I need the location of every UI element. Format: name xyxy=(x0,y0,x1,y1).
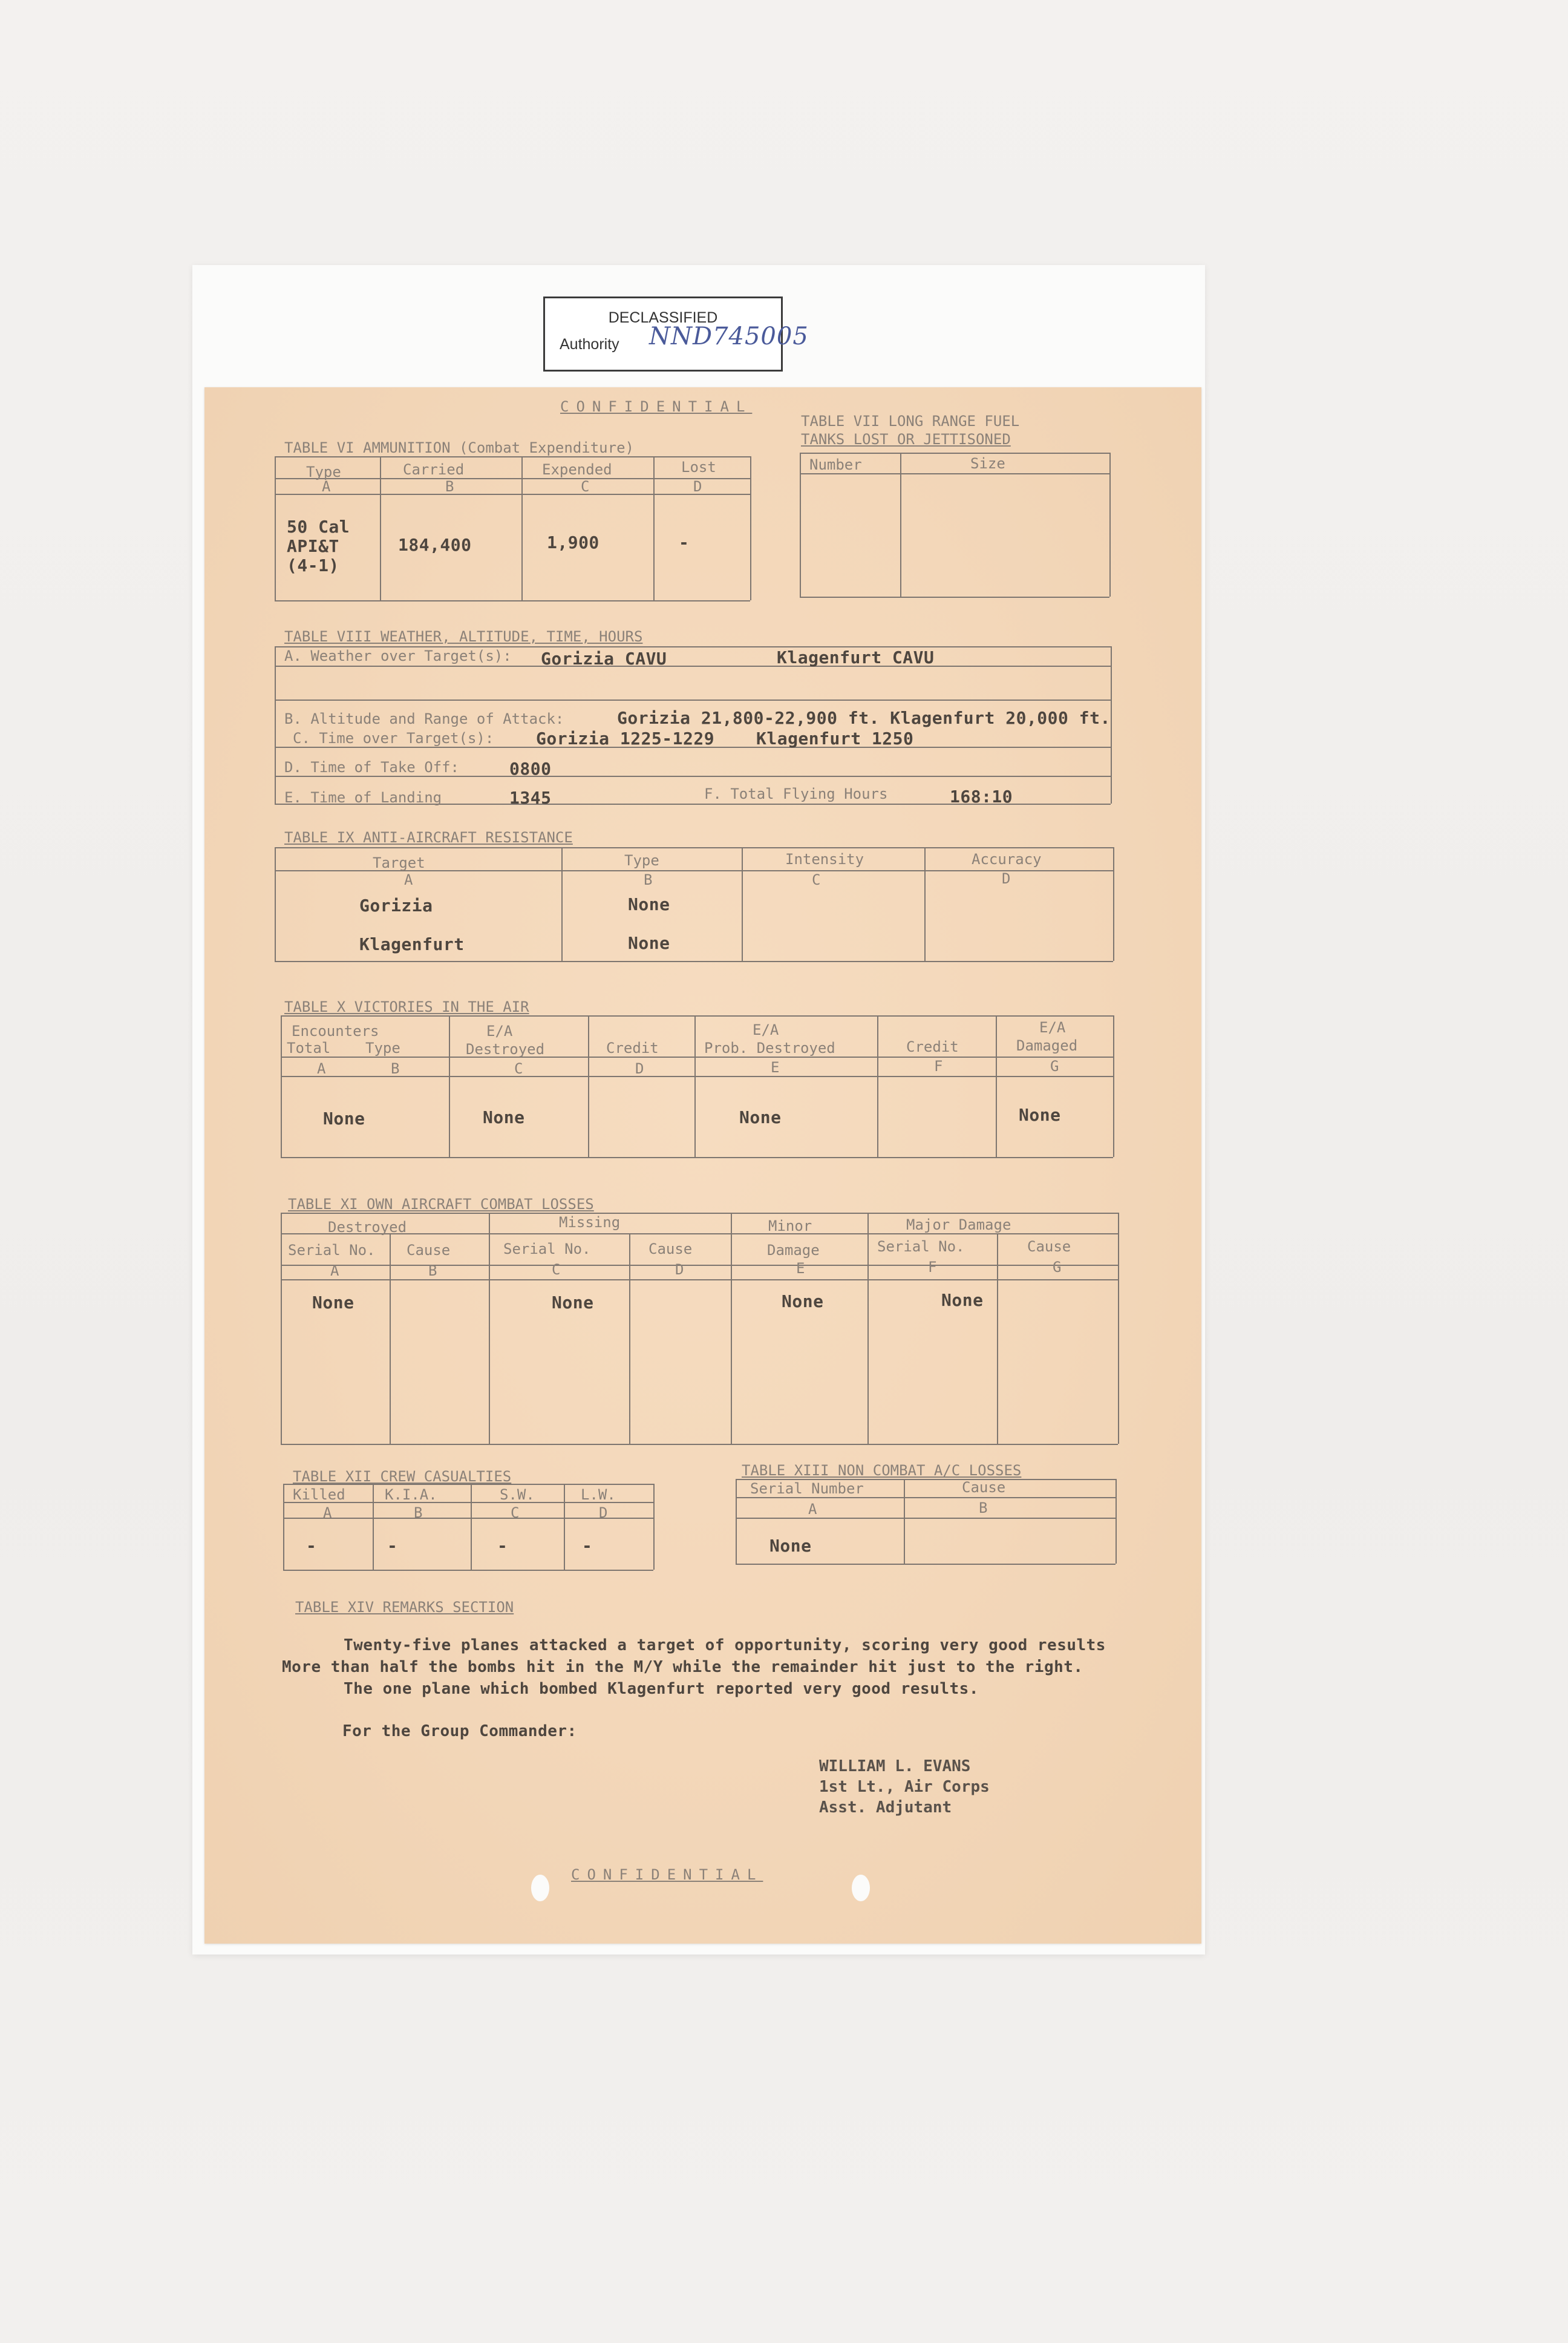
table-14-title: TABLE XIV REMARKS SECTION xyxy=(295,1599,514,1616)
t9-letter-a: A xyxy=(404,871,413,888)
t10-header-e1: E/A xyxy=(753,1021,779,1038)
t12-value-c: - xyxy=(497,1536,508,1556)
t8-a-value-klagenfurt: Klagenfurt CAVU xyxy=(777,647,935,667)
t12-header-kia: K.I.A. xyxy=(385,1486,437,1503)
t9-row-2-target: Klagenfurt xyxy=(359,934,465,954)
t10-header-destroyed: Destroyed xyxy=(466,1041,545,1058)
t10-header-credit-2: Credit xyxy=(906,1038,959,1055)
t10-letter-e: E xyxy=(771,1059,780,1076)
t8-d-value: 0800 xyxy=(509,759,552,779)
t9-header-target: Target xyxy=(373,854,425,871)
t12-value-a: - xyxy=(306,1536,317,1556)
t11-group-minor: Minor xyxy=(768,1217,812,1234)
t10-value-g: None xyxy=(1019,1105,1061,1125)
t6-letter-a: A xyxy=(322,478,331,495)
t6-header-carried: Carried xyxy=(403,461,465,478)
t11-value-a: None xyxy=(312,1293,354,1312)
t8-a-label: A. Weather over Target(s): xyxy=(284,647,512,664)
table-8-title: TABLE VIII WEATHER, ALTITUDE, TIME, HOURS xyxy=(284,628,643,645)
t9-letter-b: B xyxy=(644,871,653,888)
t7-header-size: Size xyxy=(970,455,1005,472)
table-11-title: TABLE XI OWN AIRCRAFT COMBAT LOSSES xyxy=(288,1196,594,1213)
t11-group-minor-damage: Damage xyxy=(767,1242,820,1259)
t6-carried-value: 184,400 xyxy=(398,535,472,555)
t8-f-label: F. Total Flying Hours xyxy=(704,785,888,802)
punch-hole-left xyxy=(531,1875,549,1901)
t6-type-line-3: (4-1) xyxy=(287,555,339,575)
t11-letter-b: B xyxy=(428,1262,437,1279)
signatory-rank: 1st Lt., Air Corps xyxy=(819,1778,990,1796)
table-10-title: TABLE X VICTORIES IN THE AIR xyxy=(284,998,529,1015)
t10-header-encounters: Encounters xyxy=(292,1023,379,1040)
t11-value-f: None xyxy=(941,1290,984,1310)
t11-header-cause-3: Cause xyxy=(1027,1238,1071,1255)
t8-b-value: Gorizia 21,800-22,900 ft. Klagenfurt 20,000 ft. xyxy=(617,708,1111,728)
table-7-title-line-1: TABLE VII LONG RANGE FUEL xyxy=(801,413,1020,430)
t12-value-b: - xyxy=(387,1536,398,1556)
t12-header-killed: Killed xyxy=(293,1486,345,1503)
t13-header-serial-number: Serial Number xyxy=(750,1480,864,1497)
table-12-title: TABLE XII CREW CASUALTIES xyxy=(293,1468,512,1485)
t6-header-lost: Lost xyxy=(681,459,716,476)
table-9-title: TABLE IX ANTI-AIRCRAFT RESISTANCE xyxy=(284,829,573,846)
t12-letter-c: C xyxy=(511,1504,520,1521)
t11-letter-d: D xyxy=(675,1261,684,1278)
t12-letter-b: B xyxy=(414,1504,423,1521)
t9-header-intensity: Intensity xyxy=(785,851,864,868)
table-6-title: TABLE VI AMMUNITION (Combat Expenditure) xyxy=(284,439,634,456)
for-group-commander: For the Group Commander: xyxy=(342,1722,577,1740)
t11-group-major-damage: Major Damage xyxy=(906,1216,1011,1233)
t8-f-value: 168:10 xyxy=(950,787,1013,807)
t6-lost-value: - xyxy=(679,532,690,552)
t9-row-2-type: None xyxy=(628,933,670,953)
t6-letter-c: C xyxy=(581,478,590,495)
t11-letter-e: E xyxy=(796,1260,805,1277)
classification-top: CONFIDENTIAL xyxy=(560,398,753,415)
t10-letter-f: F xyxy=(934,1058,943,1075)
t10-letter-b: B xyxy=(391,1060,400,1077)
signatory-name: WILLIAM L. EVANS xyxy=(819,1757,971,1775)
t10-letter-c: C xyxy=(514,1060,523,1077)
t12-header-sw: S.W. xyxy=(500,1486,535,1503)
t13-value-a: None xyxy=(769,1536,812,1556)
t12-letter-a: A xyxy=(323,1504,332,1521)
t11-header-cause-1: Cause xyxy=(407,1242,451,1259)
t10-header-damaged: Damaged xyxy=(1016,1037,1078,1054)
t10-letter-d: D xyxy=(635,1060,644,1077)
t10-header-credit-1: Credit xyxy=(606,1040,659,1057)
t10-header-prob-destroyed: Prob. Destroyed xyxy=(704,1040,835,1057)
t8-e-label: E. Time of Landing xyxy=(284,789,442,806)
table-13-title: TABLE XIII NON COMBAT A/C LOSSES xyxy=(742,1462,1022,1479)
t11-letter-g: G xyxy=(1053,1259,1062,1276)
t13-letter-b: B xyxy=(979,1499,988,1516)
t7-header-number: Number xyxy=(809,456,862,473)
t11-header-serial-2: Serial No. xyxy=(503,1240,591,1257)
t6-type-line-2: API&T xyxy=(287,536,339,556)
t11-header-serial-1: Serial No. xyxy=(288,1242,376,1259)
remarks-line-3: The one plane which bombed Klagenfurt reported very good results. xyxy=(344,1680,979,1698)
t9-header-type: Type xyxy=(624,852,659,869)
t12-letter-d: D xyxy=(599,1504,608,1521)
stamp-authority-label: Authority xyxy=(560,336,619,353)
t6-header-expended: Expended xyxy=(542,461,612,478)
t10-value-e: None xyxy=(739,1107,782,1127)
t11-letter-a: A xyxy=(330,1262,339,1279)
t8-c-label: C. Time over Target(s): xyxy=(293,730,494,747)
remarks-line-1: Twenty-five planes attacked a target of opportunity, scoring very good results xyxy=(344,1636,1106,1654)
t9-letter-c: C xyxy=(812,871,821,888)
t10-value-a: None xyxy=(323,1109,365,1129)
t13-header-cause: Cause xyxy=(962,1479,1006,1496)
t8-e-value: 1345 xyxy=(509,788,552,808)
remarks-line-2: More than half the bombs hit in the M/Y while the remainder hit just to the right. xyxy=(282,1658,1083,1676)
t11-group-destroyed: Destroyed xyxy=(328,1219,407,1236)
t11-value-c: None xyxy=(552,1293,594,1312)
t13-letter-a: A xyxy=(808,1501,817,1518)
t9-row-1-type: None xyxy=(628,894,670,914)
t6-header-type: Type xyxy=(306,464,341,480)
t10-value-c: None xyxy=(483,1107,525,1127)
t11-header-cause-2: Cause xyxy=(648,1240,693,1257)
t6-letter-d: D xyxy=(693,478,702,495)
table-7-title-line-2: TANKS LOST OR JETTISONED xyxy=(801,431,1011,448)
stamp-authority-value: NND745005 xyxy=(649,323,809,350)
t10-header-total: Total xyxy=(287,1040,331,1057)
t8-b-label: B. Altitude and Range of Attack: xyxy=(284,710,564,727)
t8-c-value-gorizia: Gorizia 1225-1229 xyxy=(536,729,715,749)
t11-letter-c: C xyxy=(552,1261,561,1278)
stamp-title: DECLASSIFIED xyxy=(608,309,718,326)
t12-value-d: - xyxy=(582,1536,593,1556)
t8-a-value-gorizia: Gorizia CAVU xyxy=(541,649,667,669)
report-document xyxy=(204,387,1201,1944)
t10-header-type: Type xyxy=(365,1040,400,1057)
t11-value-e: None xyxy=(782,1291,824,1311)
t9-header-accuracy: Accuracy xyxy=(972,851,1042,868)
t6-letter-b: B xyxy=(445,478,454,495)
t6-type-line-1: 50 Cal xyxy=(287,517,350,537)
t10-header-c1: E/A xyxy=(486,1023,513,1040)
t11-letter-f: F xyxy=(928,1259,937,1276)
t8-c-value-klagenfurt: Klagenfurt 1250 xyxy=(756,729,914,749)
declassified-stamp xyxy=(543,297,809,372)
classification-bottom: CONFIDENTIAL xyxy=(571,1866,763,1883)
t8-d-label: D. Time of Take Off: xyxy=(284,759,459,776)
punch-hole-right xyxy=(852,1875,870,1901)
t11-header-serial-3: Serial No. xyxy=(877,1238,965,1255)
t12-header-lw: L.W. xyxy=(581,1486,616,1503)
t9-row-1-target: Gorizia xyxy=(359,896,433,916)
t10-header-g1: E/A xyxy=(1039,1019,1066,1036)
t10-letter-g: G xyxy=(1050,1058,1059,1075)
t6-expended-value: 1,900 xyxy=(547,532,599,552)
t11-group-missing: Missing xyxy=(559,1214,621,1231)
t9-letter-d: D xyxy=(1002,870,1011,887)
signatory-title: Asst. Adjutant xyxy=(819,1798,952,1817)
t10-letter-a: A xyxy=(317,1060,326,1077)
